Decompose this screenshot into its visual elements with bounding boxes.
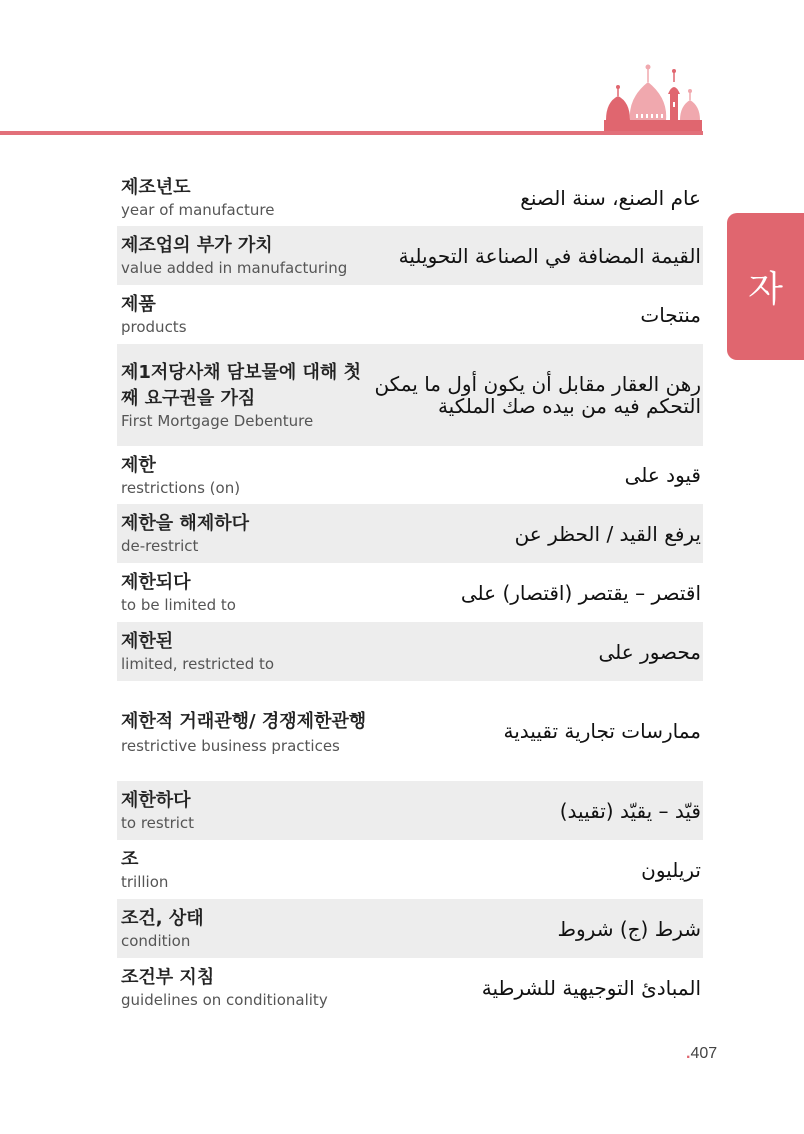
- english-term: First Mortgage Debenture: [121, 411, 314, 430]
- page-number-dot: .: [686, 1045, 691, 1062]
- english-term: to restrict: [121, 814, 195, 832]
- arabic-term: محصور على: [598, 639, 701, 664]
- section-tab-label: 자: [748, 269, 783, 310]
- korean-term: 제품: [121, 294, 156, 315]
- arabic-term: يرفع القيد / الحظر عن: [514, 521, 701, 546]
- arabic-term: القيمة المضافة في الصناعة التحويلية: [398, 243, 701, 268]
- english-term: to be limited to: [121, 596, 236, 614]
- arabic-term: قيّد – يقيّد (تقييد): [559, 798, 701, 823]
- korean-term: 조건부 지침: [121, 967, 215, 988]
- english-term: value added in manufacturing: [121, 259, 348, 277]
- arabic-term: اقتصر – يقتصر (اقتصار) على: [460, 580, 701, 605]
- korean-term: 제조년도: [121, 177, 191, 198]
- glossary-entry: [117, 226, 703, 285]
- arabic-term: رهن العقار مقابل أن يكون أول ما يمكن التحكم فيه من بيده صك الملكية: [374, 372, 701, 418]
- glossary-entry: [117, 681, 703, 781]
- page-number-value: 407: [690, 1045, 718, 1062]
- korean-term: 조건, 상태: [121, 908, 204, 929]
- korean-term: 제한하다: [121, 790, 191, 811]
- glossary-entry: [117, 840, 703, 899]
- glossary-entry: [117, 958, 703, 1017]
- english-term: products: [121, 318, 187, 336]
- arabic-term: المبادئ التوجيهية للشرطية: [481, 975, 701, 1000]
- english-term: limited, restricted to: [121, 655, 275, 673]
- arabic-term: عام الصنع، سنة الصنع: [520, 185, 701, 210]
- korean-term: 제한을 해제하다: [121, 513, 249, 534]
- glossary-entry: [117, 563, 703, 622]
- english-term: year of manufacture: [121, 201, 275, 219]
- glossary-entry: [117, 504, 703, 563]
- section-tab: [727, 213, 804, 360]
- korean-term: 제한적 거래관행/ 경쟁제한관행: [121, 710, 367, 732]
- korean-term: 조: [121, 849, 139, 870]
- glossary-entry: [117, 446, 703, 504]
- arabic-term: قيود على: [624, 463, 701, 487]
- page-number: [686, 1045, 717, 1063]
- arabic-term: منتجات: [640, 302, 701, 327]
- glossary-entry: [117, 344, 703, 446]
- glossary-entry: [117, 169, 703, 226]
- korean-term: 제한: [121, 454, 156, 476]
- korean-term: 제1저당사채 담보물에 대해 첫 째 요구권을 가짐: [121, 361, 361, 409]
- glossary-entry: [117, 899, 703, 958]
- korean-term: 제조업의 부가 가치: [121, 235, 273, 256]
- glossary-entry: [117, 781, 703, 840]
- arabic-term: ممارسات تجارية تقييدية: [503, 719, 701, 743]
- arabic-term: تريليون: [641, 857, 701, 882]
- header-rule: [0, 131, 703, 135]
- glossary-entry: [117, 285, 703, 344]
- english-term: condition: [121, 932, 191, 950]
- arabic-term: شرط (ج) شروط: [557, 916, 701, 941]
- korean-term: 제한된: [121, 631, 174, 652]
- english-term: de-restrict: [121, 537, 199, 555]
- glossary-entry: [117, 622, 703, 681]
- english-term: restrictive business practices: [121, 736, 340, 755]
- mosque-illustration: [600, 58, 704, 136]
- korean-term: 제한되다: [121, 572, 191, 593]
- glossary-list: [117, 169, 703, 1017]
- english-term: restrictions (on): [121, 478, 241, 497]
- english-term: guidelines on conditionality: [121, 991, 328, 1009]
- english-term: trillion: [121, 873, 169, 891]
